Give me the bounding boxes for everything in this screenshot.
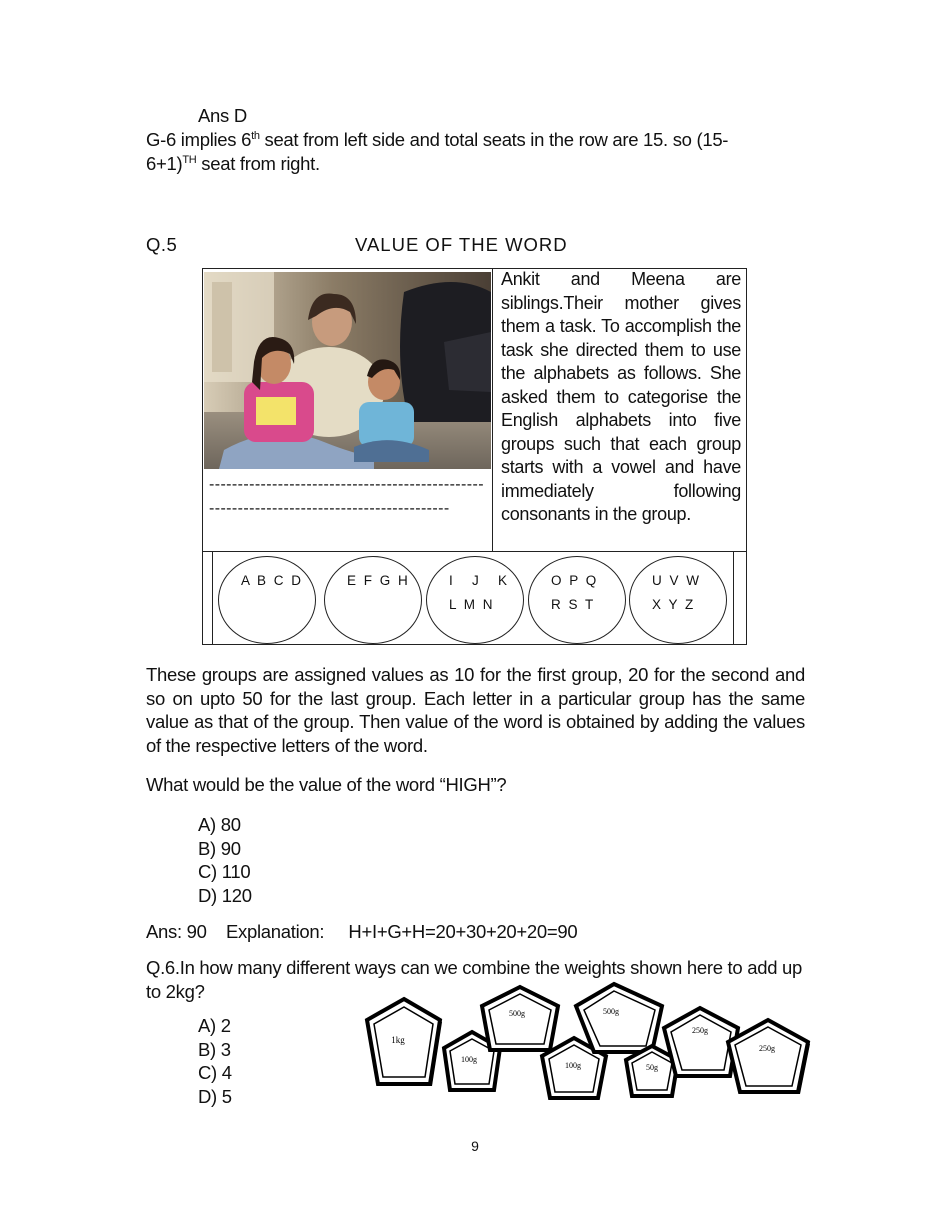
q6-option-d: D) 5 bbox=[198, 1085, 232, 1107]
weight-label: 500g bbox=[603, 1007, 619, 1016]
page-number: 9 bbox=[471, 1138, 479, 1154]
answer-label: Ans D bbox=[198, 105, 247, 126]
question-title: VALUE OF THE WORD bbox=[355, 234, 568, 255]
q5-option-c: C) 110 bbox=[198, 861, 251, 882]
explanation-part-2: seat from left side and total seats in the row are 15. so (15-6+1) bbox=[146, 129, 729, 174]
weight-label: 500g bbox=[509, 1009, 525, 1018]
q6-option-a: A) 2 bbox=[198, 1015, 231, 1036]
q6-option-b: B) 3 bbox=[198, 1038, 231, 1060]
weight-label: 100g bbox=[461, 1055, 477, 1064]
weight-label: 100g bbox=[565, 1061, 581, 1070]
group-4-letters: O P Q R S T bbox=[551, 573, 599, 612]
superscript-TH: TH bbox=[182, 153, 197, 166]
answer-explanation bbox=[146, 128, 766, 175]
question-number: Q.5 bbox=[146, 234, 178, 255]
family-photo bbox=[204, 272, 491, 469]
weight-500g-right bbox=[576, 984, 662, 1052]
group-3-letters: I J K L M N bbox=[449, 573, 510, 612]
q5-option-b: B) 90 bbox=[198, 837, 241, 859]
q5-option-a: A) 80 bbox=[198, 814, 241, 835]
superscript-th: th bbox=[251, 130, 260, 142]
weight-label: 50g bbox=[646, 1063, 658, 1072]
weight-500g-left bbox=[482, 987, 558, 1050]
q6-options bbox=[198, 1014, 232, 1108]
weight-label: 1kg bbox=[391, 1035, 405, 1045]
explanation-part-3: seat from right. bbox=[196, 152, 320, 174]
q5-options bbox=[198, 813, 252, 907]
box-inner-line-right bbox=[733, 551, 734, 645]
weight-250g-right bbox=[728, 1020, 810, 1094]
box-divider-vertical bbox=[492, 268, 493, 552]
dashed-separator: ------------------------------------------------------------------------------------------ bbox=[209, 476, 484, 517]
q6-question: Q.6.In how many different ways can we combine the weights shown here to add up to 2kg? bbox=[146, 957, 803, 1002]
q5-intro-paragraph: These groups are assigned values as 10 for the first group, 20 for the second and so on upto 50 for the last group. Each letter in a particular group has the same value as that of the group. Then value of the word is obtained by adding the values of the respective letters of the word. bbox=[146, 664, 805, 756]
group-5-letters: U V W X Y Z bbox=[652, 573, 701, 612]
story-text: Ankit and Meena are siblings.Their mother gives them a task. To accomplish the task she directed them to use the alphabets as follows. She asked them to categorise the English alphabets into five groups such that each group starts with a vowel and have immediately following consonants in the group. bbox=[501, 269, 741, 524]
group-2-letters: E F G H bbox=[347, 573, 410, 588]
weights-illustration bbox=[360, 980, 815, 1110]
q5-answer: Ans: 90 Explanation: H+I+G+H=20+30+20+20=90 bbox=[146, 921, 578, 942]
weight-1kg bbox=[367, 999, 442, 1086]
q6-option-c: C) 4 bbox=[198, 1062, 232, 1083]
weight-label: 250g bbox=[759, 1044, 775, 1053]
box-inner-line-left bbox=[212, 551, 213, 645]
q5-question: What would be the value of the word “HIGH”? bbox=[146, 774, 507, 795]
q5-option-d: D) 120 bbox=[198, 884, 252, 906]
group-1-letters: A B C D bbox=[241, 573, 304, 588]
explanation-part-1: G-6 implies 6 bbox=[146, 129, 252, 150]
box-divider-horizontal bbox=[202, 551, 747, 552]
weight-label: 250g bbox=[692, 1026, 708, 1035]
